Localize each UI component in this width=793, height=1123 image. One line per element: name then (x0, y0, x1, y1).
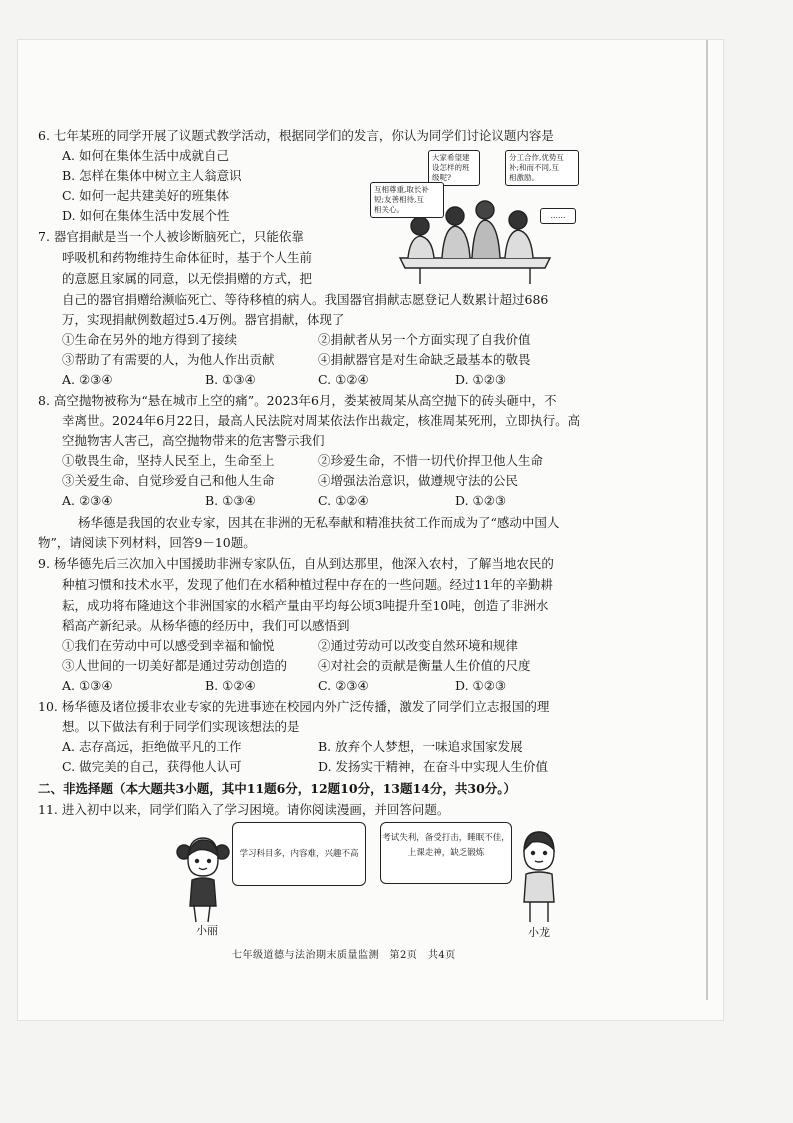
q9-statement-2: ②通过劳动可以改变自然环境和规律 (318, 638, 519, 653)
q6-option-b: B. 怎样在集体中树立主人翁意识 (62, 168, 242, 183)
q8-choice-d: D. ①②③ (455, 493, 507, 508)
q6-option-a: A. 如何在集体生活中成就自己 (62, 148, 229, 163)
material-intro-1: 杨华德是我国的农业专家，因其在非洲的无私奉献和精准扶贫工作而成为了“感动中国人 (78, 515, 560, 530)
q8-line-3: 空抛物害人害己，高空抛物带来的危害警示我们 (62, 433, 325, 448)
q8-line-1: 8. 高空抛物被称为“悬在城市上空的痛”。2023年6月，娄某被周某从高空抛下的砖头砸中，不 (38, 393, 557, 408)
q7-statement-1: ①生命在另外的地方得到了接续 (62, 332, 238, 347)
q6-bubble-cooperation: 分工合作,优势互 补;和而不同,互 相激励。 (505, 150, 579, 186)
q8-statement-1: ①敬畏生命，坚持人民至上，生命至上 (62, 453, 275, 468)
q10-option-a: A. 志存高远，拒绝做平凡的工作 (62, 739, 242, 754)
q11-left-thought-box: 学习科目多，内容难，兴趣不高 (232, 822, 366, 886)
q6-bubble-respect: 互相尊重,取长补 短;友善相待,互 相关心。 (370, 182, 444, 218)
q6-bubble-question: 大家希望建 设怎样的班 级呢? (428, 150, 480, 186)
q9-choice-b: B. ①②④ (205, 678, 256, 693)
q7-choice-a: A. ②③④ (62, 372, 113, 387)
girl-figure-icon (172, 826, 234, 926)
q9-statement-4: ④对社会的贡献是衡量人生价值的尺度 (318, 658, 531, 673)
q8-choice-c: C. ①②④ (318, 493, 369, 508)
q9-line-1: 9. 杨华德先后三次加入中国援助非洲专家队伍，自从到达那里，他深入农村，了解当地农民的 (38, 556, 554, 571)
q7-statement-2: ②捐献者从另一个方面实现了自我价值 (318, 332, 531, 347)
page-footer: 七年级道德与法治期末质量监测 第2页 共4页 (232, 950, 456, 961)
q7-statement-4: ④捐献器官是对生命缺乏最基本的敬畏 (318, 352, 531, 367)
q9-choice-a: A. ①③④ (62, 678, 113, 693)
q9-choice-c: C. ②③④ (318, 678, 369, 693)
q11-right-character-name: 小龙 (528, 926, 550, 939)
q10-option-d: D. 发扬实干精神，在奋斗中实现人生价值 (318, 759, 549, 774)
q11-stem: 11. 进入初中以来，同学们陷入了学习困境。请你阅读漫画，并回答问题。 (38, 802, 450, 817)
q7-line-3: 的意愿且家属的同意，以无偿捐赠的方式，把 (62, 271, 313, 286)
q7-choice-c: C. ①②④ (318, 372, 369, 387)
q6-stem: 6. 七年某班的同学开展了议题式教学活动，根据同学们的发言，你认为同学们讨论议题内容是 (38, 128, 554, 143)
q8-statement-4: ④增强法治意识，做遵规守法的公民 (318, 473, 519, 488)
q8-statement-2: ②珍爱生命，不惜一切代价捍卫他人生命 (318, 453, 544, 468)
q9-statement-1: ①我们在劳动中可以感受到幸福和愉悦 (62, 638, 275, 653)
q8-line-2: 幸离世。2024年6月22日，最高人民法院对周某依法作出裁定，核准周某死刑，立即执行。高 (62, 413, 581, 428)
q7-choice-b: B. ①③④ (205, 372, 256, 387)
q9-line-4: 稻高产新纪录。从杨华德的经历中，我们可以感悟到 (62, 618, 350, 633)
q10-option-c: C. 做完美的自己，获得他人认可 (62, 759, 242, 774)
q10-option-b: B. 放弃个人梦想，一味追求国家发展 (318, 739, 523, 754)
q8-choice-a: A. ②③④ (62, 493, 113, 508)
q9-line-3: 耘，成功将布隆迪这个非洲国家的水稻产量由平均每公顷3吨提升至10吨，创造了非洲水 (62, 598, 549, 613)
q9-choice-d: D. ①②③ (455, 678, 507, 693)
q7-choice-d: D. ①②③ (455, 372, 507, 387)
section-title-nonchoice: 二、非选择题（本大题共3小题，其中11题6分，12题10分，13题14分，共30分。） (38, 781, 517, 796)
q11-left-character-name: 小丽 (196, 924, 218, 937)
q11-right-thought-box: 考试失利，备受打击，睡眠不佳， 上课走神，缺乏锻炼 (380, 822, 512, 884)
page-edge (706, 40, 708, 1000)
q10-line-2: 想。以下做法有利于同学们实现该想法的是 (62, 719, 300, 734)
q6-option-c: C. 如何一起共建美好的班集体 (62, 188, 230, 203)
q6-option-d: D. 如何在集体生活中发展个性 (62, 208, 230, 223)
boy-figure-icon (514, 826, 564, 926)
q7-statement-3: ③帮助了有需要的人，为他人作出贡献 (62, 352, 275, 367)
q7-line-5: 万，实现捐献例数超过5.4万例。器官捐献，体现了 (62, 312, 345, 327)
q8-choice-b: B. ①③④ (205, 493, 256, 508)
q6-bubble-ellipsis: …… (540, 208, 576, 224)
q9-statement-3: ③人世间的一切美好都是通过劳动创造的 (62, 658, 288, 673)
q8-statement-3: ③关爱生命、自觉珍爱自己和他人生命 (62, 473, 275, 488)
q7-line-2: 呼吸机和药物维持生命体征时，基于个人生前 (62, 250, 313, 265)
q7-line-4: 自己的器官捐赠给濒临死亡、等待移植的病人。我国器官捐献志愿登记人数累计超过686 (62, 292, 549, 307)
q10-line-1: 10. 杨华德及诸位援非农业专家的先进事迹在校园内外广泛传播，激发了同学们立志报国的理 (38, 699, 550, 714)
material-intro-2: 物”，请阅读下列材料，回答9－10题。 (38, 535, 256, 550)
q9-line-2: 种植习惯和技术水平，发现了他们在水稻种植过程中存在的一些问题。经过11年的辛勤耕 (62, 577, 553, 592)
q7-line-1: 7. 器官捐献是当一个人被诊断脑死亡，只能依靠 (38, 229, 304, 244)
